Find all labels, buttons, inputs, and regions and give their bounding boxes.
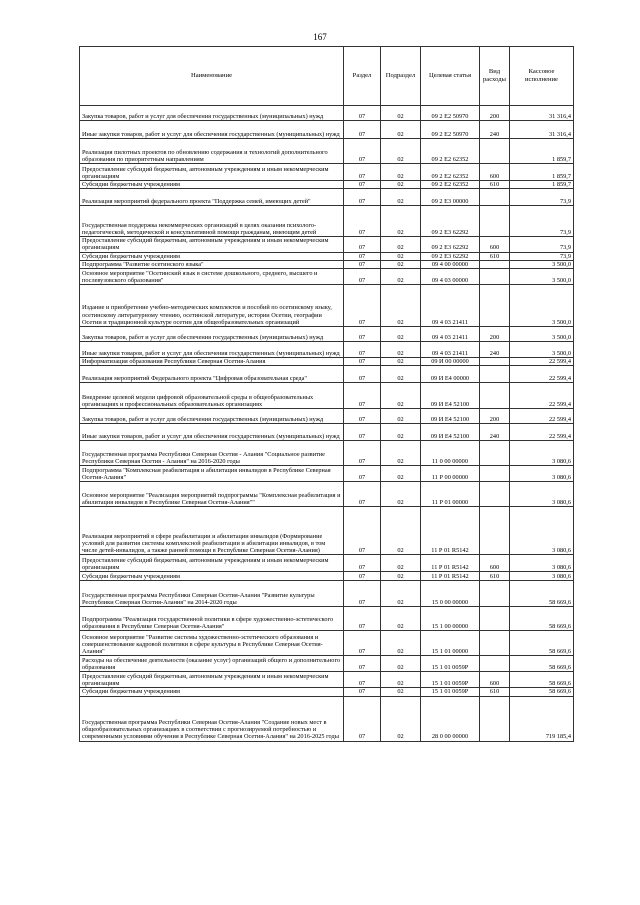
header-name: Наименование bbox=[80, 47, 344, 106]
cell-cash-execution: 3 080,6 bbox=[510, 572, 574, 581]
cell-section: 07 bbox=[344, 164, 381, 181]
cell-subsection: 02 bbox=[381, 672, 421, 688]
table-row bbox=[80, 285, 574, 327]
table-body bbox=[80, 106, 574, 742]
cell-name: Реализация мероприятий Федерального проекта "Цифровая образовательная среда" bbox=[80, 366, 344, 383]
cell-section: 07 bbox=[344, 252, 381, 260]
cell-subsection: 02 bbox=[381, 383, 421, 409]
table-row bbox=[80, 139, 574, 164]
cell-section: 07 bbox=[344, 409, 381, 424]
cell-target-article: 09 И E4 52100 bbox=[421, 409, 480, 424]
table-row bbox=[80, 106, 574, 121]
cell-section: 07 bbox=[344, 366, 381, 383]
cell-name: Основное мероприятие "Развитие системы художественно-эстетического образования и совершенствование кадровой политики в сфере культуры в Республике Северная Осетия-Алания" bbox=[80, 631, 344, 656]
cell-subsection: 02 bbox=[381, 206, 421, 237]
cell-subsection: 02 bbox=[381, 696, 421, 741]
cell-expense-kind bbox=[480, 482, 510, 507]
cell-target-article: 09 И E4 52100 bbox=[421, 424, 480, 441]
cell-name: Субсидии бюджетным учреждениям bbox=[80, 688, 344, 696]
cell-subsection: 02 bbox=[381, 688, 421, 696]
cell-subsection: 02 bbox=[381, 106, 421, 121]
cell-section: 07 bbox=[344, 631, 381, 656]
cell-expense-kind bbox=[480, 206, 510, 237]
table-row bbox=[80, 260, 574, 268]
cell-subsection: 02 bbox=[381, 269, 421, 285]
cell-cash-execution: 3 080,6 bbox=[510, 441, 574, 466]
cell-subsection: 02 bbox=[381, 607, 421, 631]
table-row bbox=[80, 482, 574, 507]
table-row bbox=[80, 555, 574, 572]
cell-name: Закупка товаров, работ и услуг для обеспечения государственных (муниципальных) нужд bbox=[80, 327, 344, 342]
cell-expense-kind bbox=[480, 189, 510, 206]
cell-target-article: 15 0 00 00000 bbox=[421, 581, 480, 607]
table-row bbox=[80, 164, 574, 181]
cell-cash-execution: 1 859,7 bbox=[510, 181, 574, 189]
cell-target-article: 09 4 03 21411 bbox=[421, 327, 480, 342]
cell-section: 07 bbox=[344, 181, 381, 189]
cell-expense-kind: 610 bbox=[480, 688, 510, 696]
cell-name: Закупка товаров, работ и услуг для обеспечения государственных (муниципальных) нужд bbox=[80, 409, 344, 424]
cell-expense-kind bbox=[480, 358, 510, 366]
cell-expense-kind bbox=[480, 466, 510, 482]
cell-section: 07 bbox=[344, 139, 381, 164]
cell-section: 07 bbox=[344, 572, 381, 581]
cell-section: 07 bbox=[344, 327, 381, 342]
cell-subsection: 02 bbox=[381, 285, 421, 327]
table-row bbox=[80, 424, 574, 441]
cell-subsection: 02 bbox=[381, 189, 421, 206]
cell-name: Подпрограмма "Развитие осетинского языка" bbox=[80, 260, 344, 268]
cell-target-article: 11 Р 01 R5142 bbox=[421, 507, 480, 555]
cell-name: Предоставление субсидий бюджетным, автономным учреждениям и иным некоммерческим организациям bbox=[80, 237, 344, 252]
cell-name: Издание и приобретение учебно-методических комплектов и пособий по осетинскому языку, осетинскому литературному чтению, осетинской литературе, истории Осетии, географии Осетии и традиционной культуре осетин для общеобразовательных организаций bbox=[80, 285, 344, 327]
cell-name: Субсидии бюджетным учреждениям bbox=[80, 572, 344, 581]
cell-section: 07 bbox=[344, 121, 381, 139]
cell-target-article: 09 И 00 00000 bbox=[421, 358, 480, 366]
table-row bbox=[80, 181, 574, 189]
table-row bbox=[80, 688, 574, 696]
header-expense-kind: Вид расходы bbox=[480, 47, 510, 106]
cell-target-article: 09 2 E2 50970 bbox=[421, 121, 480, 139]
cell-cash-execution: 22 599,4 bbox=[510, 366, 574, 383]
table-row bbox=[80, 342, 574, 358]
cell-section: 07 bbox=[344, 555, 381, 572]
cell-expense-kind: 240 bbox=[480, 342, 510, 358]
cell-name: Субсидии бюджетным учреждениям bbox=[80, 181, 344, 189]
cell-target-article: 11 Р 00 00000 bbox=[421, 466, 480, 482]
cell-name: Реализация мероприятий федерального проекта "Поддержка семей, имеющих детей" bbox=[80, 189, 344, 206]
cell-expense-kind: 600 bbox=[480, 164, 510, 181]
cell-subsection: 02 bbox=[381, 342, 421, 358]
table-row bbox=[80, 252, 574, 260]
cell-cash-execution: 58 669,6 bbox=[510, 607, 574, 631]
cell-cash-execution: 3 500,0 bbox=[510, 269, 574, 285]
cell-subsection: 02 bbox=[381, 631, 421, 656]
cell-subsection: 02 bbox=[381, 555, 421, 572]
cell-section: 07 bbox=[344, 466, 381, 482]
cell-target-article: 28 0 00 00000 bbox=[421, 696, 480, 741]
cell-target-article: 11 0 00 00000 bbox=[421, 441, 480, 466]
cell-target-article: 09 2 E2 62352 bbox=[421, 139, 480, 164]
table-row bbox=[80, 581, 574, 607]
table-row bbox=[80, 269, 574, 285]
table-row bbox=[80, 358, 574, 366]
cell-expense-kind: 600 bbox=[480, 672, 510, 688]
cell-cash-execution: 3 500,0 bbox=[510, 285, 574, 327]
cell-cash-execution: 3 080,6 bbox=[510, 555, 574, 572]
cell-expense-kind bbox=[480, 656, 510, 672]
cell-subsection: 02 bbox=[381, 409, 421, 424]
cell-section: 07 bbox=[344, 482, 381, 507]
cell-expense-kind bbox=[480, 366, 510, 383]
cell-subsection: 02 bbox=[381, 656, 421, 672]
header-target-article: Целевая статья bbox=[421, 47, 480, 106]
cell-cash-execution: 58 669,6 bbox=[510, 672, 574, 688]
cell-expense-kind bbox=[480, 507, 510, 555]
table-row bbox=[80, 121, 574, 139]
cell-subsection: 02 bbox=[381, 366, 421, 383]
cell-target-article: 09 2 E3 00000 bbox=[421, 189, 480, 206]
table-row bbox=[80, 507, 574, 555]
cell-target-article: 09 2 E2 62352 bbox=[421, 181, 480, 189]
cell-subsection: 02 bbox=[381, 260, 421, 268]
cell-expense-kind bbox=[480, 269, 510, 285]
cell-section: 07 bbox=[344, 607, 381, 631]
cell-cash-execution: 58 669,6 bbox=[510, 631, 574, 656]
cell-target-article: 15 1 01 0059Р bbox=[421, 672, 480, 688]
cell-subsection: 02 bbox=[381, 327, 421, 342]
cell-target-article: 15 1 00 00000 bbox=[421, 607, 480, 631]
cell-subsection: 02 bbox=[381, 358, 421, 366]
cell-expense-kind bbox=[480, 285, 510, 327]
cell-name: Иные закупки товаров, работ и услуг для обеспечения государственных (муниципальных) нужд bbox=[80, 121, 344, 139]
table-row bbox=[80, 189, 574, 206]
cell-target-article: 09 4 03 21411 bbox=[421, 285, 480, 327]
cell-name: Внедрение целевой модели цифровой образовательной среды в общеобразовательных организациях и профессиональных образовательных организациях bbox=[80, 383, 344, 409]
cell-cash-execution: 3 500,0 bbox=[510, 260, 574, 268]
cell-cash-execution: 31 316,4 bbox=[510, 121, 574, 139]
cell-cash-execution: 31 316,4 bbox=[510, 106, 574, 121]
cell-subsection: 02 bbox=[381, 164, 421, 181]
cell-target-article: 09 2 E2 62352 bbox=[421, 164, 480, 181]
table-row bbox=[80, 466, 574, 482]
cell-section: 07 bbox=[344, 189, 381, 206]
cell-subsection: 02 bbox=[381, 581, 421, 607]
cell-target-article: 15 1 01 0059Р bbox=[421, 656, 480, 672]
cell-subsection: 02 bbox=[381, 181, 421, 189]
cell-expense-kind bbox=[480, 631, 510, 656]
cell-name: Государственная программа Республики Северная Осетия - Алания "Социальное развитие Республики Северная Осетия - Алания" на 2016-2020 годы bbox=[80, 441, 344, 466]
table-row bbox=[80, 366, 574, 383]
cell-cash-execution: 719 185,4 bbox=[510, 696, 574, 741]
cell-expense-kind bbox=[480, 260, 510, 268]
cell-section: 07 bbox=[344, 424, 381, 441]
cell-expense-kind bbox=[480, 607, 510, 631]
table-header-row bbox=[80, 47, 574, 106]
cell-expense-kind: 200 bbox=[480, 327, 510, 342]
cell-cash-execution: 73,9 bbox=[510, 237, 574, 252]
cell-subsection: 02 bbox=[381, 237, 421, 252]
cell-cash-execution: 22 599,4 bbox=[510, 383, 574, 409]
cell-cash-execution: 73,9 bbox=[510, 206, 574, 237]
cell-section: 07 bbox=[344, 441, 381, 466]
cell-target-article: 09 2 E3 62292 bbox=[421, 206, 480, 237]
cell-section: 07 bbox=[344, 285, 381, 327]
cell-expense-kind: 240 bbox=[480, 424, 510, 441]
cell-section: 07 bbox=[344, 260, 381, 268]
cell-target-article: 09 4 03 00000 bbox=[421, 269, 480, 285]
cell-section: 07 bbox=[344, 507, 381, 555]
cell-expense-kind: 600 bbox=[480, 237, 510, 252]
cell-section: 07 bbox=[344, 237, 381, 252]
cell-target-article: 09 2 E3 62292 bbox=[421, 237, 480, 252]
table-row bbox=[80, 631, 574, 656]
cell-subsection: 02 bbox=[381, 121, 421, 139]
cell-name: Расходы на обеспечение деятельности (оказание услуг) организаций общего и дополнительного образования bbox=[80, 656, 344, 672]
cell-cash-execution: 73,9 bbox=[510, 252, 574, 260]
cell-section: 07 bbox=[344, 672, 381, 688]
table-row bbox=[80, 237, 574, 252]
cell-name: Предоставление субсидий бюджетным, автономным учреждениям и иным некоммерческим организациям bbox=[80, 555, 344, 572]
cell-expense-kind bbox=[480, 383, 510, 409]
cell-target-article: 09 4 00 00000 bbox=[421, 260, 480, 268]
cell-cash-execution: 58 669,6 bbox=[510, 656, 574, 672]
table-row bbox=[80, 672, 574, 688]
cell-target-article: 09 4 03 21411 bbox=[421, 342, 480, 358]
cell-subsection: 02 bbox=[381, 572, 421, 581]
cell-section: 07 bbox=[344, 358, 381, 366]
table-row bbox=[80, 572, 574, 581]
cell-name: Подпрограмма "Реализация государственной политики в сфере художественно-эстетического образования в Республике Северная Осетия-Алания" bbox=[80, 607, 344, 631]
cell-name: Информатизация образования Республики Северная Осетия-Алания bbox=[80, 358, 344, 366]
budget-table bbox=[79, 46, 574, 742]
cell-section: 07 bbox=[344, 656, 381, 672]
cell-cash-execution: 58 669,6 bbox=[510, 688, 574, 696]
cell-expense-kind bbox=[480, 581, 510, 607]
table-row bbox=[80, 383, 574, 409]
cell-target-article: 11 Р 01 00000 bbox=[421, 482, 480, 507]
table-row bbox=[80, 656, 574, 672]
header-section: Раздел bbox=[344, 47, 381, 106]
cell-expense-kind bbox=[480, 441, 510, 466]
cell-name: Государственная поддержка некоммерческих организаций в целях оказания психолого-педагогической, методической и консультативной помощи гражданам, имеющим детей bbox=[80, 206, 344, 237]
cell-expense-kind: 200 bbox=[480, 106, 510, 121]
page-number: 167 bbox=[313, 32, 327, 42]
cell-name: Государственная программа Республики Северная Осетия-Алания "Создание новых мест в общеобразовательных организациях в соответствии с прогнозируемой потребностью и современными условиями обучения в Республике Северная Осетия-Алания" на 2016-2025 годы bbox=[80, 696, 344, 741]
cell-expense-kind: 600 bbox=[480, 555, 510, 572]
table-row bbox=[80, 607, 574, 631]
cell-subsection: 02 bbox=[381, 441, 421, 466]
cell-section: 07 bbox=[344, 581, 381, 607]
cell-subsection: 02 bbox=[381, 252, 421, 260]
cell-target-article: 09 И E4 00000 bbox=[421, 366, 480, 383]
cell-cash-execution: 3 500,0 bbox=[510, 342, 574, 358]
cell-cash-execution: 1 859,7 bbox=[510, 164, 574, 181]
cell-name: Предоставление субсидий бюджетным, автономным учреждениям и иным некоммерческим организациям bbox=[80, 164, 344, 181]
cell-section: 07 bbox=[344, 696, 381, 741]
cell-target-article: 15 1 01 00000 bbox=[421, 631, 480, 656]
cell-cash-execution: 22 599,4 bbox=[510, 409, 574, 424]
cell-subsection: 02 bbox=[381, 507, 421, 555]
cell-name: Субсидии бюджетным учреждениям bbox=[80, 252, 344, 260]
cell-name: Основное мероприятие "Реализация мероприятий подпрограммы "Комплексная реабилитация и абилитация инвалидов в Республике Северная Осетия-Алания"" bbox=[80, 482, 344, 507]
cell-section: 07 bbox=[344, 269, 381, 285]
cell-expense-kind: 200 bbox=[480, 409, 510, 424]
cell-cash-execution: 3 080,6 bbox=[510, 482, 574, 507]
cell-cash-execution: 73,9 bbox=[510, 189, 574, 206]
cell-cash-execution: 58 669,6 bbox=[510, 581, 574, 607]
cell-subsection: 02 bbox=[381, 482, 421, 507]
cell-expense-kind bbox=[480, 139, 510, 164]
header-cash-execution: Кассовое исполнение bbox=[510, 47, 574, 106]
cell-target-article: 15 1 01 0059Р bbox=[421, 688, 480, 696]
cell-expense-kind: 610 bbox=[480, 252, 510, 260]
cell-name: Иные закупки товаров, работ и услуг для обеспечения государственных (муниципальных) нужд bbox=[80, 424, 344, 441]
cell-cash-execution: 3 500,0 bbox=[510, 327, 574, 342]
cell-expense-kind bbox=[480, 696, 510, 741]
cell-name: Реализация мероприятий в сфере реабилитации и абилитации инвалидов (Формирование условий для развития системы комплексной реабилитации и абилитации инвалидов, в том числе детей-инвалидов, а также ранней помощи в Республике Северная Осетия-Алания) bbox=[80, 507, 344, 555]
cell-cash-execution: 3 080,6 bbox=[510, 466, 574, 482]
cell-target-article: 09 2 E3 62292 bbox=[421, 252, 480, 260]
cell-name: Реализация пилотных проектов по обновлению содержания и технологий дополнительного образования по приоритетным направлениям bbox=[80, 139, 344, 164]
cell-name: Основное мероприятие "Осетинский язык в системе дошкольного, среднего, высшего и послевузовского образования" bbox=[80, 269, 344, 285]
cell-target-article: 11 Р 01 R5142 bbox=[421, 572, 480, 581]
cell-cash-execution: 3 080,6 bbox=[510, 507, 574, 555]
cell-section: 07 bbox=[344, 342, 381, 358]
cell-cash-execution: 1 859,7 bbox=[510, 139, 574, 164]
table-row bbox=[80, 206, 574, 237]
cell-subsection: 02 bbox=[381, 424, 421, 441]
cell-name: Предоставление субсидий бюджетным, автономным учреждениям и иным некоммерческим организациям bbox=[80, 672, 344, 688]
cell-subsection: 02 bbox=[381, 466, 421, 482]
cell-name: Закупка товаров, работ и услуг для обеспечения государственных (муниципальных) нужд bbox=[80, 106, 344, 121]
cell-subsection: 02 bbox=[381, 139, 421, 164]
cell-target-article: 11 Р 01 R5142 bbox=[421, 555, 480, 572]
table-row bbox=[80, 409, 574, 424]
cell-cash-execution: 22 599,4 bbox=[510, 358, 574, 366]
cell-name: Государственная программа Республики Северная Осетия-Алания "Развитие культуры Республики Северная Осетия-Алания" на 2014-2020 годы bbox=[80, 581, 344, 607]
cell-name: Подпрограмма "Комплексная реабилитация и абилитация инвалидов в Республике Северная Осетия-Алания" bbox=[80, 466, 344, 482]
cell-expense-kind: 610 bbox=[480, 181, 510, 189]
cell-target-article: 09 2 E2 50970 bbox=[421, 106, 480, 121]
table-row bbox=[80, 441, 574, 466]
cell-cash-execution: 22 599,4 bbox=[510, 424, 574, 441]
table-row bbox=[80, 696, 574, 741]
cell-expense-kind: 610 bbox=[480, 572, 510, 581]
header-subsection: Подраздел bbox=[381, 47, 421, 106]
cell-expense-kind: 240 bbox=[480, 121, 510, 139]
cell-target-article: 09 И E4 52100 bbox=[421, 383, 480, 409]
cell-name: Иные закупки товаров, работ и услуг для обеспечения государственных (муниципальных) нужд bbox=[80, 342, 344, 358]
cell-section: 07 bbox=[344, 383, 381, 409]
cell-section: 07 bbox=[344, 688, 381, 696]
cell-section: 07 bbox=[344, 206, 381, 237]
cell-section: 07 bbox=[344, 106, 381, 121]
table-row bbox=[80, 327, 574, 342]
